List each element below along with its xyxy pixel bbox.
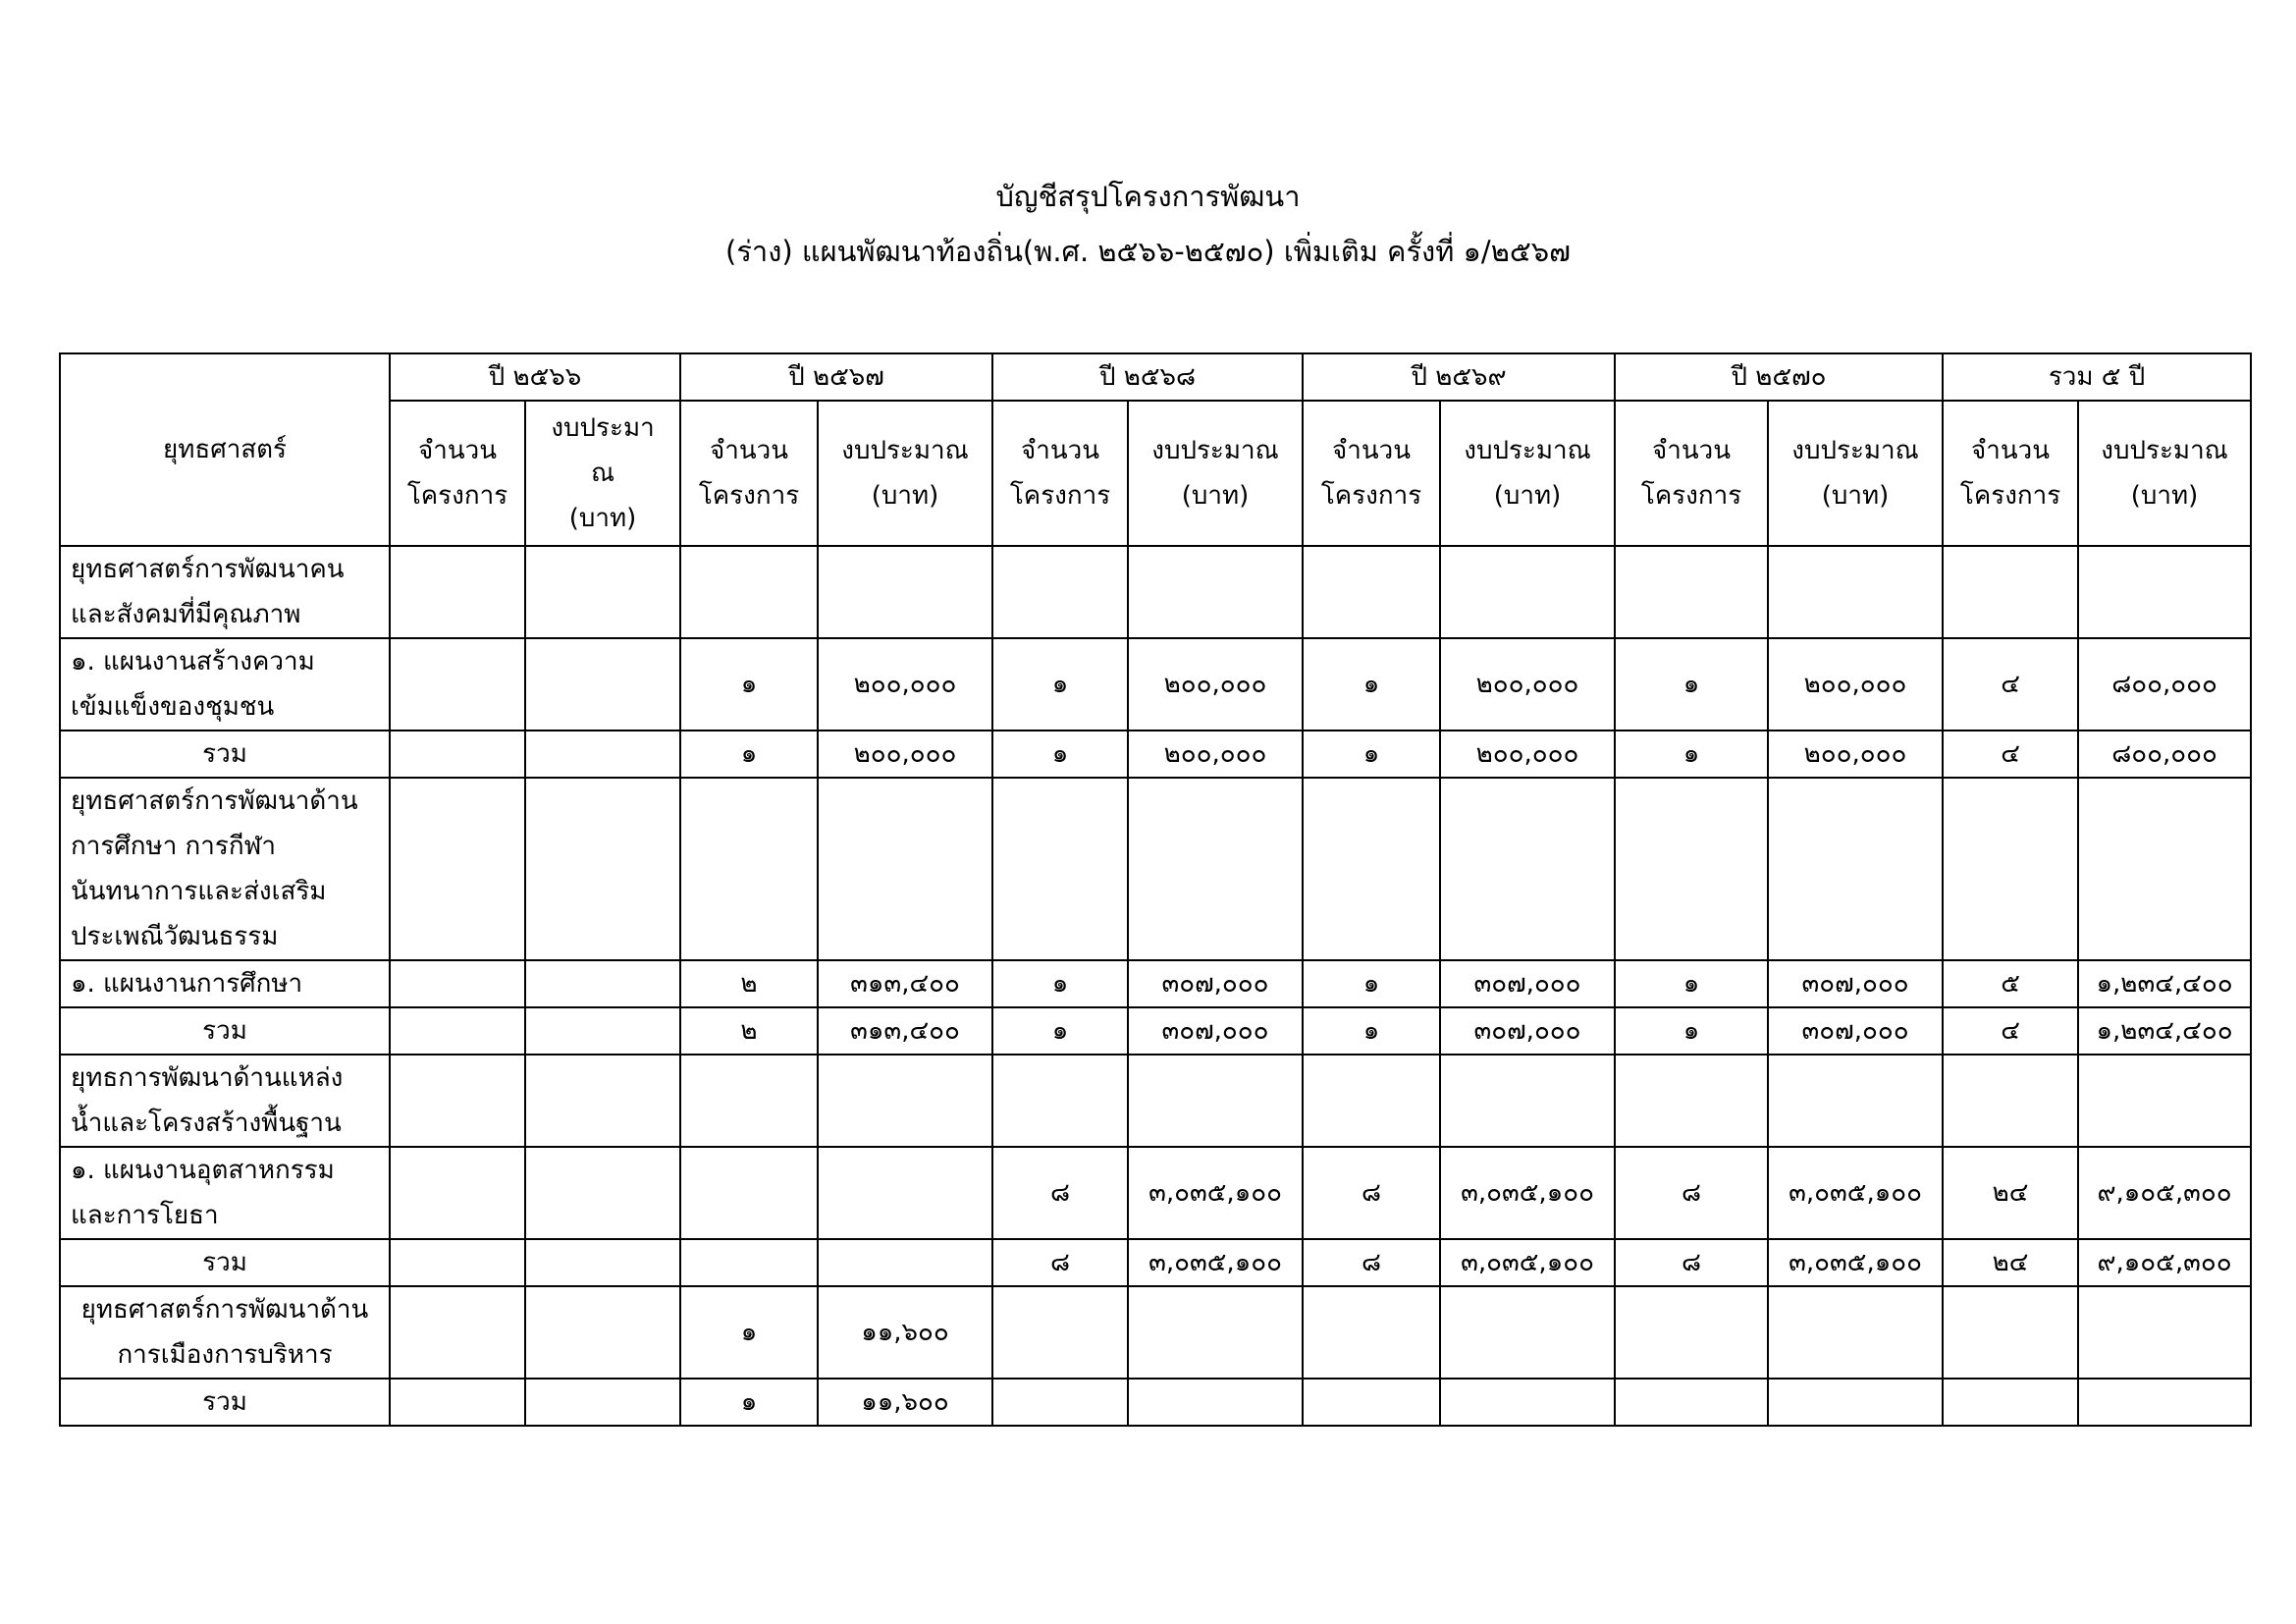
strategy-label: ยุทธศาสตร์การพัฒนาด้าน การเมืองการบริหาร [60, 1286, 390, 1379]
project-count-cell [1943, 546, 2078, 638]
budget-cell: ๓,๐๓๕,๑๐๐ [1128, 1239, 1303, 1286]
total-row [60, 1379, 2251, 1426]
budget-cell [2078, 546, 2251, 638]
budget-cell: ๒๐๐,๐๐๐ [1128, 731, 1303, 778]
project-count-cell [992, 546, 1128, 638]
project-count-cell [1615, 1286, 1768, 1379]
budget-cell [2078, 1379, 2251, 1426]
budget-cell: ๓,๐๓๕,๑๐๐ [1768, 1147, 1943, 1239]
project-count-cell [390, 1055, 525, 1147]
header-count: จำนวน โครงการ [680, 401, 818, 546]
budget-cell [525, 546, 680, 638]
plan-label: ๑. แผนงานอุตสาหกรรม และการโยธา [60, 1147, 390, 1239]
project-count-cell: ๑ [1303, 960, 1440, 1007]
budget-cell: ๘๐๐,๐๐๐ [2078, 638, 2251, 731]
budget-cell [1768, 1055, 1943, 1147]
project-count-cell [1615, 546, 1768, 638]
budget-cell: ๓๑๓,๔๐๐ [818, 960, 992, 1007]
project-summary-table [59, 352, 2252, 1427]
budget-cell [1128, 1055, 1303, 1147]
project-count-cell: ๘ [1615, 1147, 1768, 1239]
budget-cell [818, 1239, 992, 1286]
header-count: จำนวน โครงการ [1303, 401, 1440, 546]
header-budget: งบประมาณ (บาท) [1128, 401, 1303, 546]
budget-cell: ๘๐๐,๐๐๐ [2078, 731, 2251, 778]
project-count-cell [680, 546, 818, 638]
document-title: บัญชีสรุปโครงการพัฒนา [995, 180, 1301, 213]
project-count-cell [1943, 1379, 2078, 1426]
budget-cell [1440, 1286, 1615, 1379]
project-count-cell [1303, 1055, 1440, 1147]
budget-cell [525, 1055, 680, 1147]
budget-cell [1128, 1286, 1303, 1379]
project-count-cell: ๘ [1615, 1239, 1768, 1286]
project-count-cell: ๑ [1615, 960, 1768, 1007]
project-count-cell: ๑ [992, 960, 1128, 1007]
project-count-cell [680, 1239, 818, 1286]
project-count-cell [680, 1147, 818, 1239]
total-row [60, 1007, 2251, 1055]
plan-row [60, 960, 2251, 1007]
project-count-cell [992, 1379, 1128, 1426]
plan-row [60, 1147, 2251, 1239]
budget-cell [1440, 778, 1615, 960]
budget-cell: ๑,๒๓๔,๔๐๐ [2078, 960, 2251, 1007]
budget-cell [1768, 546, 1943, 638]
budget-cell [1768, 1286, 1943, 1379]
budget-cell: ๓๐๗,๐๐๐ [1440, 1007, 1615, 1055]
budget-cell [525, 1147, 680, 1239]
budget-cell: ๓๐๗,๐๐๐ [1768, 960, 1943, 1007]
header-row-years [60, 353, 2251, 401]
project-count-cell: ๕ [1943, 960, 2078, 1007]
project-count-cell: ๘ [992, 1147, 1128, 1239]
project-count-cell: ๑ [992, 638, 1128, 731]
project-count-cell [992, 1055, 1128, 1147]
project-count-cell [1943, 1055, 2078, 1147]
header-budget: งบประมา ณ (บาท) [525, 401, 680, 546]
strategy-section-row [60, 1286, 2251, 1379]
project-count-cell [1943, 1286, 2078, 1379]
project-count-cell: ๑ [992, 1007, 1128, 1055]
header-count: จำนวน โครงการ [390, 401, 525, 546]
budget-cell: ๒๐๐,๐๐๐ [1440, 731, 1615, 778]
total-label: รวม [60, 731, 390, 778]
header-year: ปี ๒๕๖๖ [390, 353, 680, 401]
header-count: จำนวน โครงการ [1943, 401, 2078, 546]
budget-cell [2078, 778, 2251, 960]
budget-cell [525, 731, 680, 778]
budget-cell [1128, 1379, 1303, 1426]
budget-cell [818, 778, 992, 960]
budget-cell: ๓๐๗,๐๐๐ [1128, 1007, 1303, 1055]
strategy-label: ยุทธการพัฒนาด้านแหล่ง น้ำและโครงสร้างพื้นฐาน [60, 1055, 390, 1147]
header-budget: งบประมาณ (บาท) [818, 401, 992, 546]
budget-cell [525, 1239, 680, 1286]
plan-label: ๑. แผนงานสร้างความ เข้มแข็งของชุมชน [60, 638, 390, 731]
budget-cell: ๒๐๐,๐๐๐ [1768, 638, 1943, 731]
project-count-cell: ๑ [1615, 731, 1768, 778]
strategy-label: ยุทธศาสตร์การพัฒนาด้าน การศึกษา การกีฬา นันทนาการและส่งเสริม ประเพณีวัฒนธรรม [60, 778, 390, 960]
project-count-cell [1303, 1379, 1440, 1426]
project-count-cell: ๑ [680, 1286, 818, 1379]
header-year: ปี ๒๕๖๙ [1303, 353, 1615, 401]
total-label: รวม [60, 1239, 390, 1286]
total-label: รวม [60, 1007, 390, 1055]
budget-cell: ๓,๐๓๕,๑๐๐ [1440, 1147, 1615, 1239]
budget-cell [1440, 1379, 1615, 1426]
budget-cell: ๓,๐๓๕,๑๐๐ [1128, 1147, 1303, 1239]
project-count-cell [1615, 1055, 1768, 1147]
budget-cell: ๒๐๐,๐๐๐ [1768, 731, 1943, 778]
budget-cell [1440, 1055, 1615, 1147]
project-count-cell [1303, 1286, 1440, 1379]
project-count-cell [680, 1055, 818, 1147]
project-count-cell: ๒๔ [1943, 1147, 2078, 1239]
project-count-cell [390, 778, 525, 960]
header-strategy: ยุทธศาสตร์ [60, 353, 390, 546]
project-count-cell: ๒ [680, 1007, 818, 1055]
budget-cell [1440, 546, 1615, 638]
project-count-cell: ๑ [1615, 1007, 1768, 1055]
project-count-cell [390, 960, 525, 1007]
project-count-cell [1303, 778, 1440, 960]
budget-cell [2078, 1055, 2251, 1147]
total-label: รวม [60, 1379, 390, 1426]
project-count-cell [1943, 778, 2078, 960]
budget-cell: ๓,๐๓๕,๑๐๐ [1440, 1239, 1615, 1286]
project-count-cell: ๔ [1943, 1007, 2078, 1055]
budget-cell [2078, 1286, 2251, 1379]
strategy-label: ยุทธศาสตร์การพัฒนาคน และสังคมที่มีคุณภาพ [60, 546, 390, 638]
project-count-cell: ๘ [1303, 1147, 1440, 1239]
budget-cell: ๓๑๓,๔๐๐ [818, 1007, 992, 1055]
budget-cell [818, 1055, 992, 1147]
budget-cell [525, 1007, 680, 1055]
budget-cell: ๑,๒๓๔,๔๐๐ [2078, 1007, 2251, 1055]
project-count-cell: ๑ [1615, 638, 1768, 731]
header-total-years: รวม ๕ ปี [1943, 353, 2251, 401]
budget-cell [818, 546, 992, 638]
budget-cell: ๓๐๗,๐๐๐ [1128, 960, 1303, 1007]
budget-cell: ๑๑,๖๐๐ [818, 1379, 992, 1426]
budget-cell: ๙,๑๐๕,๓๐๐ [2078, 1239, 2251, 1286]
budget-cell: ๒๐๐,๐๐๐ [818, 638, 992, 731]
project-count-cell: ๑ [1303, 1007, 1440, 1055]
project-count-cell [390, 1007, 525, 1055]
project-count-cell: ๑ [680, 731, 818, 778]
budget-cell [525, 778, 680, 960]
budget-cell [1768, 778, 1943, 960]
project-count-cell [390, 1379, 525, 1426]
total-row [60, 731, 2251, 778]
budget-cell [1128, 778, 1303, 960]
budget-cell [525, 960, 680, 1007]
project-count-cell: ๑ [680, 638, 818, 731]
header-year: ปี ๒๕๖๘ [992, 353, 1303, 401]
budget-cell: ๑๑,๖๐๐ [818, 1286, 992, 1379]
project-count-cell: ๒๔ [1943, 1239, 2078, 1286]
total-row [60, 1239, 2251, 1286]
header-budget: งบประมาณ (บาท) [1440, 401, 1615, 546]
plan-row [60, 638, 2251, 731]
project-count-cell: ๑ [680, 1379, 818, 1426]
strategy-section-row [60, 778, 2251, 960]
project-count-cell: ๘ [992, 1239, 1128, 1286]
project-count-cell [390, 1286, 525, 1379]
project-count-cell: ๑ [992, 731, 1128, 778]
budget-cell: ๓๐๗,๐๐๐ [1440, 960, 1615, 1007]
header-count: จำนวน โครงการ [1615, 401, 1768, 546]
project-count-cell: ๒ [680, 960, 818, 1007]
budget-cell: ๒๐๐,๐๐๐ [1128, 638, 1303, 731]
project-count-cell: ๔ [1943, 638, 2078, 731]
budget-cell [1128, 546, 1303, 638]
budget-cell [525, 1286, 680, 1379]
project-count-cell [390, 1147, 525, 1239]
budget-cell: ๒๐๐,๐๐๐ [1440, 638, 1615, 731]
header-year: ปี ๒๕๗๐ [1615, 353, 1943, 401]
project-count-cell [390, 546, 525, 638]
budget-cell: ๙,๑๐๕,๓๐๐ [2078, 1147, 2251, 1239]
project-count-cell [992, 1286, 1128, 1379]
header-budget: งบประมาณ (บาท) [1768, 401, 1943, 546]
strategy-section-row [60, 1055, 2251, 1147]
budget-cell [1768, 1379, 1943, 1426]
project-count-cell [1615, 778, 1768, 960]
project-count-cell: ๘ [1303, 1239, 1440, 1286]
project-count-cell [1615, 1379, 1768, 1426]
budget-cell [525, 1379, 680, 1426]
header-budget: งบประมาณ (บาท) [2078, 401, 2251, 546]
header-year: ปี ๒๕๖๗ [680, 353, 992, 401]
project-count-cell [992, 778, 1128, 960]
project-count-cell: ๑ [1303, 638, 1440, 731]
budget-cell: ๓๐๗,๐๐๐ [1768, 1007, 1943, 1055]
budget-cell [818, 1147, 992, 1239]
project-count-cell [680, 778, 818, 960]
budget-cell: ๓,๐๓๕,๑๐๐ [1768, 1239, 1943, 1286]
header-count: จำนวน โครงการ [992, 401, 1128, 546]
project-count-cell [390, 638, 525, 731]
project-count-cell [390, 731, 525, 778]
plan-label: ๑. แผนงานการศึกษา [60, 960, 390, 1007]
project-count-cell [390, 1239, 525, 1286]
budget-cell: ๒๐๐,๐๐๐ [818, 731, 992, 778]
budget-cell [525, 638, 680, 731]
project-count-cell [1303, 546, 1440, 638]
project-count-cell: ๑ [1303, 731, 1440, 778]
document-subtitle: (ร่าง) แผนพัฒนาท้องถิ่น(พ.ศ. ๒๕๖๖-๒๕๗๐) เพิ่มเติม ครั้งที่ ๑/๒๕๖๗ [725, 235, 1571, 268]
strategy-section-row [60, 546, 2251, 638]
project-count-cell: ๔ [1943, 731, 2078, 778]
